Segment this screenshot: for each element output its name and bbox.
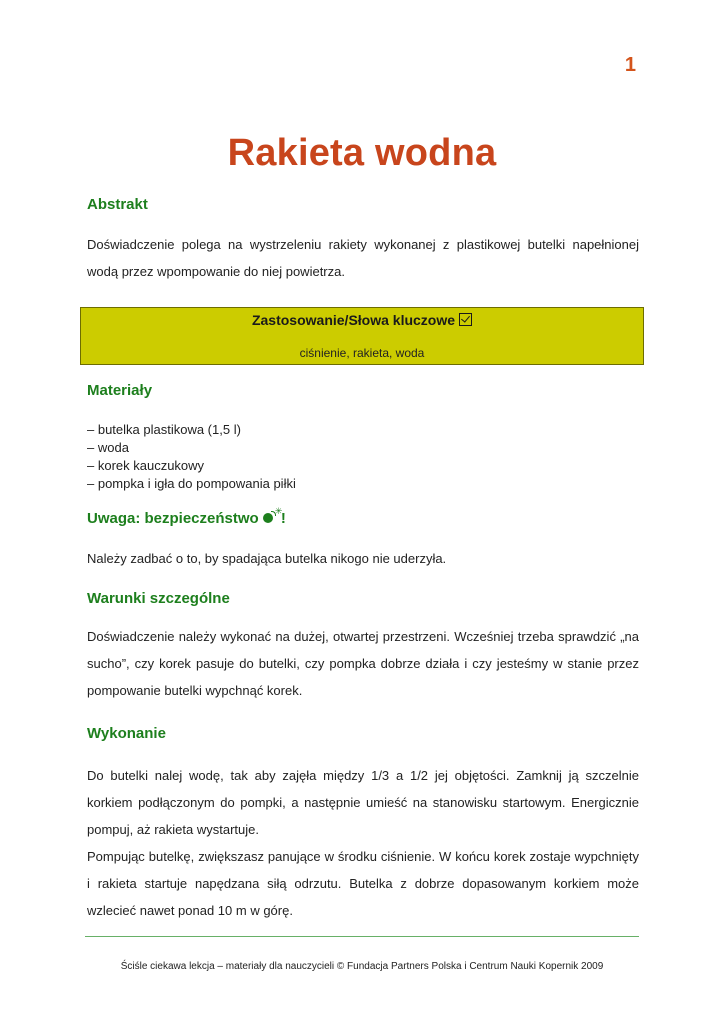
procedure-paragraph-2: Pompując butelkę, zwiększasz panujące w środku ciśnienie. W końcu korek zostaje wypchnięty i rakieta startuje napędzana siłą odrzutu. Butelka z dobrze dopasowanym korkiem może wzlecieć nawet ponad 10 m w górę. bbox=[87, 849, 639, 918]
conditions-text: Doświadczenie należy wykonać na dużej, otwartej przestrzeni. Wcześniej trzeba sprawdzić „na sucho”, czy korek pasuje do butelki, czy pompka dobrze działa i czy jesteśmy w stanie przez pompowanie butelki wypchnąć korek. bbox=[87, 629, 639, 698]
list-item: – woda bbox=[87, 440, 129, 455]
abstract-section bbox=[87, 196, 639, 285]
page-number: 1 bbox=[624, 54, 636, 76]
list-item: – korek kauczukowy bbox=[87, 458, 205, 473]
abstract-heading: Abstrakt bbox=[87, 196, 148, 213]
safety-heading-label: Uwaga: bezpieczeństwo bbox=[87, 510, 259, 527]
list-item: – butelka plastikowa (1,5 l) bbox=[87, 422, 241, 437]
safety-heading-suffix: ! bbox=[280, 510, 286, 527]
procedure-section bbox=[87, 725, 639, 924]
safety-heading bbox=[87, 506, 639, 527]
procedure-paragraph-1: Do butelki nalej wodę, tak aby zajęła między 1/3 a 1/2 jej objętości. Zamknij ją szczelnie korkiem podłączonym do pompki, a następnie umieść na stanowisku startowym. Energicznie pompuj, aż rakieta wystartuje. bbox=[87, 768, 639, 837]
keywords-values: ciśnienie, rakieta, woda bbox=[299, 346, 425, 360]
materials-heading: Materiały bbox=[87, 382, 153, 399]
footer-text: Ściśle ciekawa lekcja – materiały dla nauczycieli © Fundacja Partners Polska i Centrum Nauki Kopernik 2009 bbox=[120, 961, 604, 972]
list-item: – pompka i igła do pompowania piłki bbox=[87, 476, 296, 491]
safety-text: Należy zadbać o to, by spadająca butelka nikogo nie uderzyła. bbox=[87, 551, 447, 566]
safety-section bbox=[87, 506, 639, 572]
keywords-title bbox=[81, 312, 643, 328]
page-title: Rakieta wodna bbox=[227, 132, 497, 174]
keywords-title-label: Zastosowanie/Słowa kluczowe bbox=[251, 312, 456, 328]
materials-list bbox=[87, 421, 639, 493]
materials-section bbox=[87, 382, 639, 493]
footer-divider bbox=[85, 936, 639, 937]
conditions-section bbox=[87, 590, 639, 704]
abstract-text: Doświadczenie polega na wystrzeleniu rakiety wykonanej z plastikowej butelki napełnionej wodą przez wpompowanie do niej powietrza. bbox=[87, 237, 639, 279]
conditions-heading: Warunki szczególne bbox=[87, 590, 230, 607]
procedure-heading: Wykonanie bbox=[87, 725, 166, 742]
keywords-box bbox=[80, 307, 644, 365]
checkbox-checked-icon bbox=[459, 313, 472, 326]
bomb-icon: ✳ bbox=[263, 510, 281, 524]
